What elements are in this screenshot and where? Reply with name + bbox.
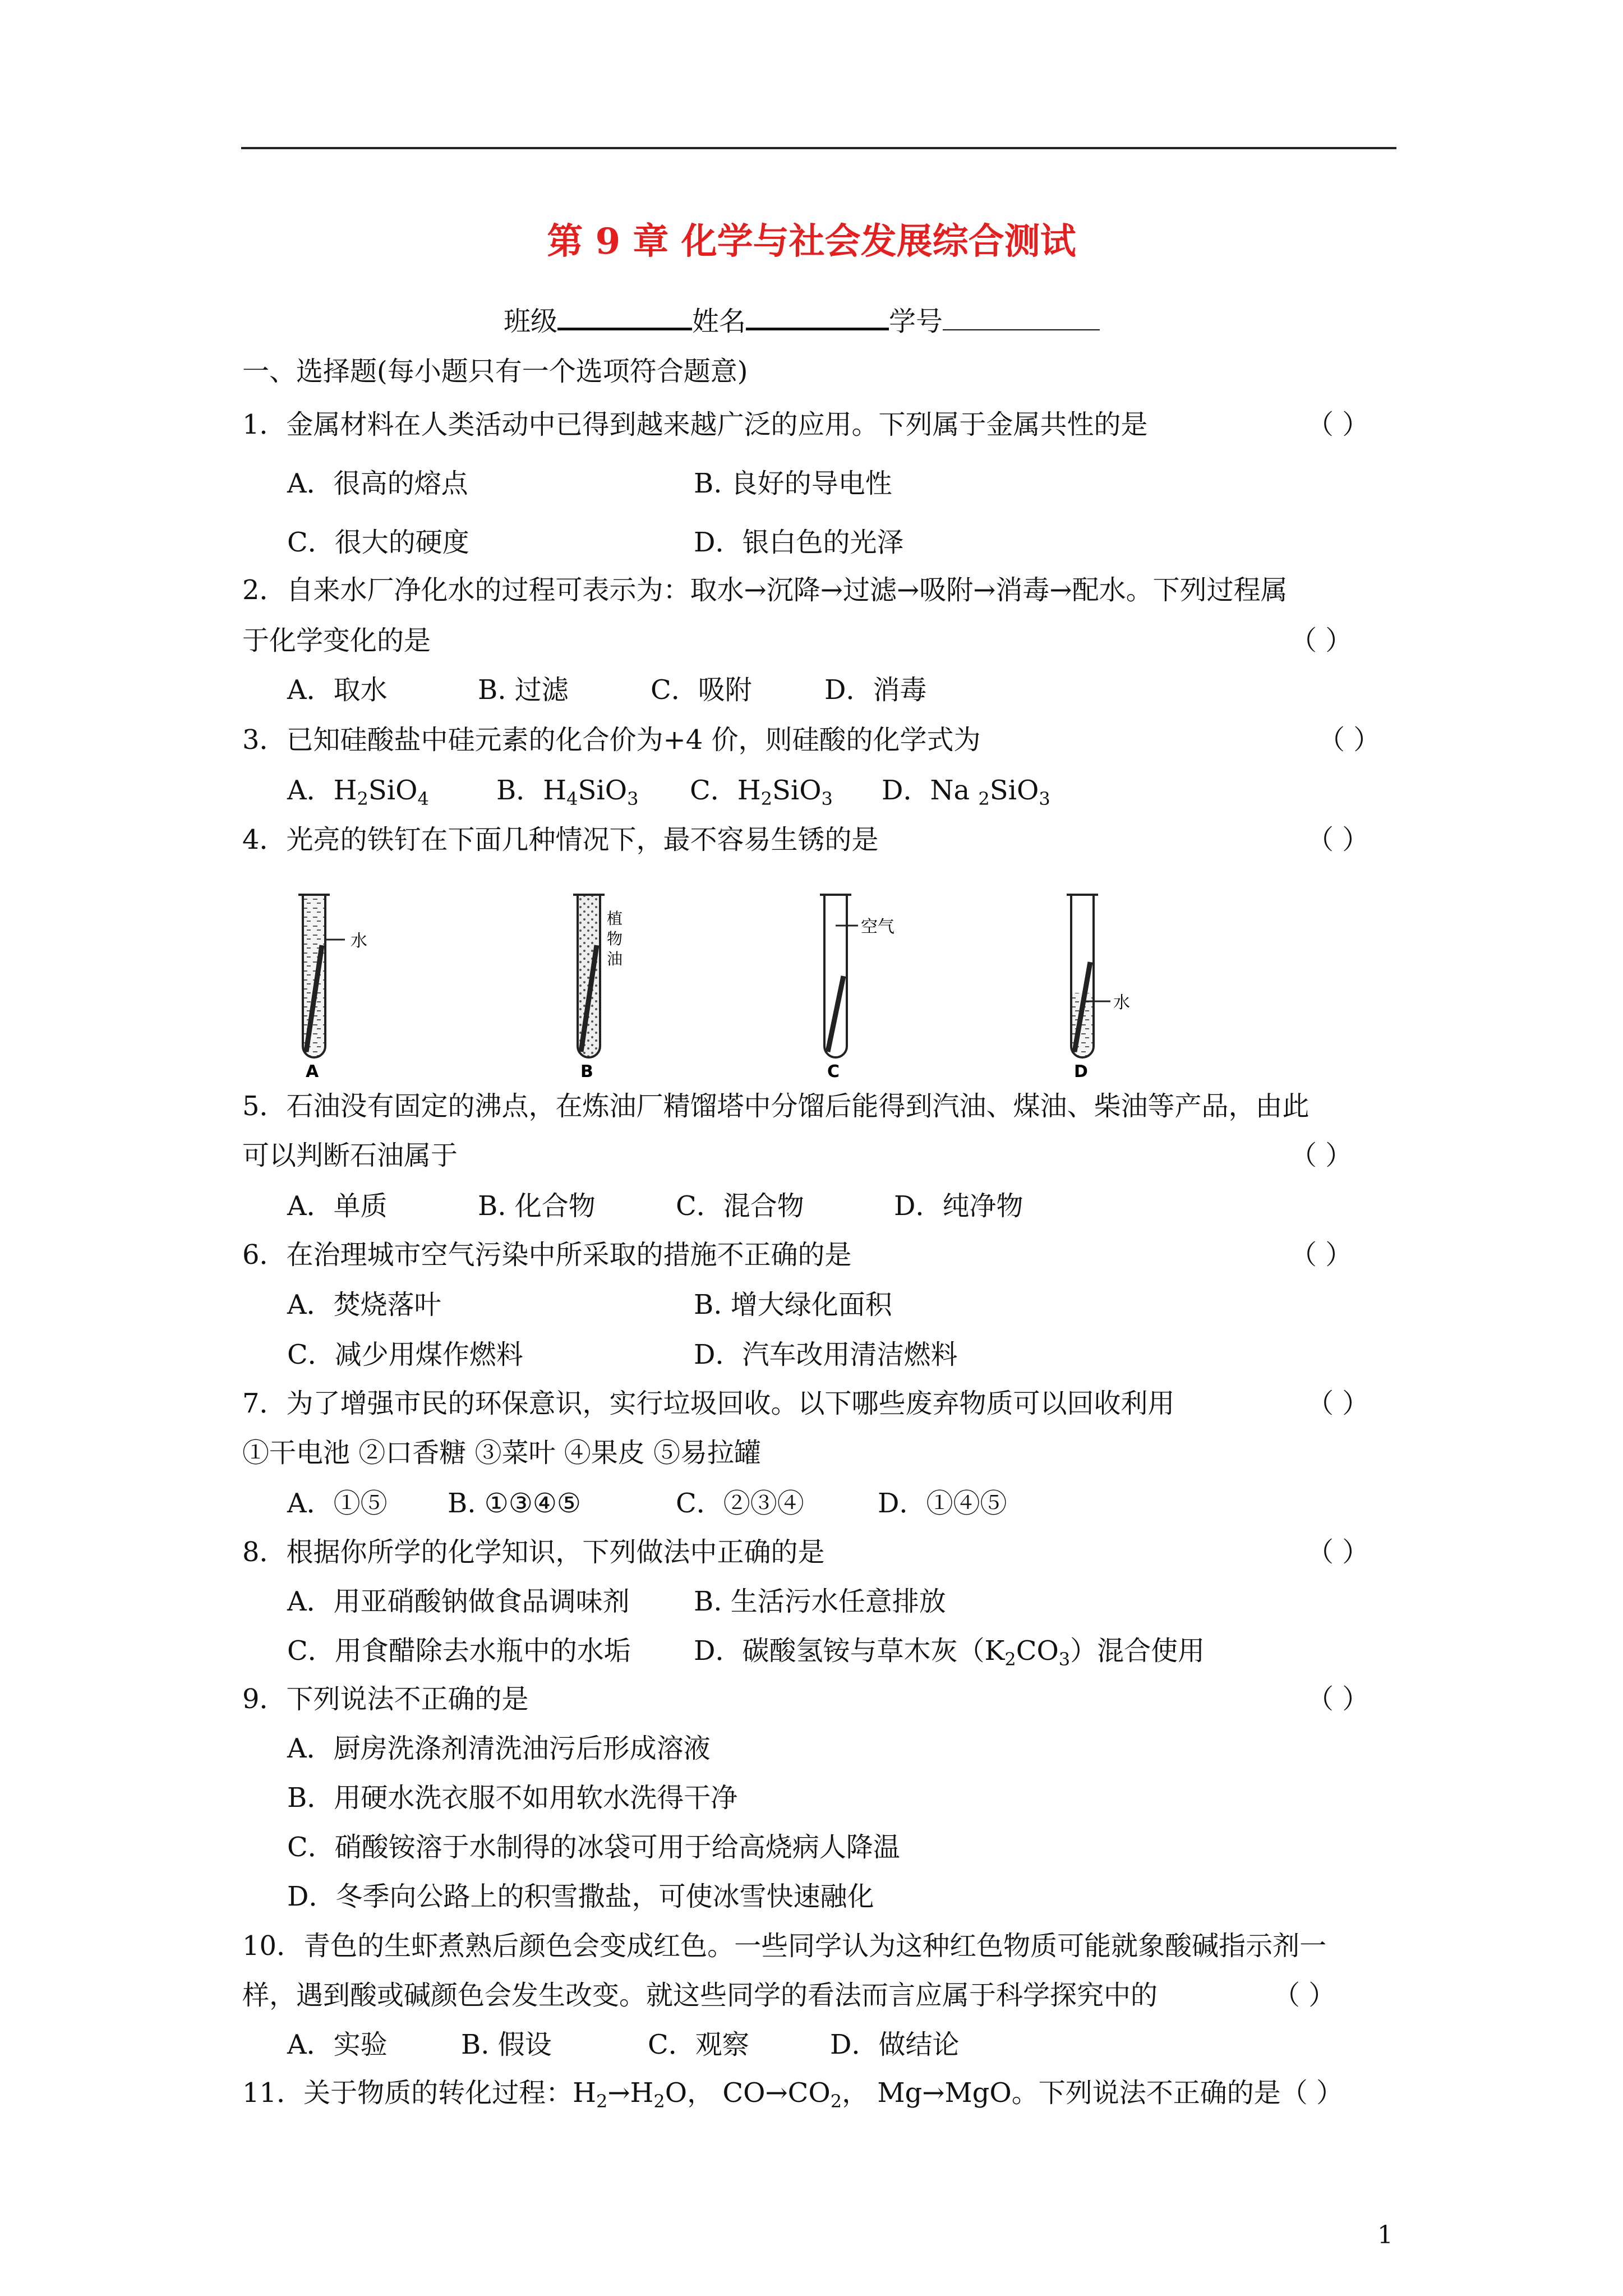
oil-label: 油 — [607, 950, 623, 968]
option-a: A．取水 — [287, 674, 388, 706]
student-info-line: 班级 姓名 学号 — [504, 303, 1100, 339]
option-a: A．单质 — [287, 1190, 388, 1222]
tube-d-label: D — [1074, 1062, 1088, 1080]
question-5-stem: 5．石油没有固定的沸点，在炼油厂精馏塔中分馏后能得到汽油、煤油、柴油等产品，由此 — [242, 1091, 1310, 1122]
student-id-blank[interactable] — [943, 305, 1100, 330]
option-c: C．②③④ — [676, 1488, 804, 1519]
option-b: B. ①③④⑤ — [448, 1488, 581, 1519]
option-c: C．减少用煤作燃料 — [287, 1339, 523, 1370]
answer-paren: （ ） — [1307, 1536, 1370, 1568]
option-a: A．厨房洗涤剂清洗油污后形成溶液 — [287, 1733, 711, 1764]
air-label: 空气 — [861, 917, 895, 937]
option-b: B. 过滤 — [478, 674, 569, 706]
page-title: 第 9 章 化学与社会发展综合测试 — [547, 220, 1076, 263]
class-blank[interactable] — [557, 303, 692, 330]
question-10-stem: 10．青色的生虾煮熟后颜色会变成红色。一些同学认为这种红色物质可能就象酸碱指示剂一 — [242, 1930, 1327, 1962]
option-c: C．观察 — [648, 2029, 749, 2060]
tube-a-label: A — [306, 1062, 319, 1080]
option-b: B. 化合物 — [478, 1190, 596, 1222]
water-label: 水 — [351, 931, 367, 951]
option-a: A．①⑤ — [287, 1488, 388, 1519]
oil-label: 植 — [607, 909, 623, 928]
question-3-stem: 3．已知硅酸盐中硅元素的化合价为+4 价，则硅酸的化学式为 — [242, 724, 981, 756]
answer-paren: （ ） — [1307, 1388, 1370, 1419]
answer-paren: （ ） — [1307, 824, 1370, 855]
question-8-stem: 8．根据你所学的化学知识，下列做法中正确的是 — [242, 1536, 825, 1568]
option-d: D．做结论 — [830, 2029, 960, 2060]
tube-c — [820, 895, 895, 1080]
water-label: 水 — [1113, 993, 1130, 1013]
question-9-stem: 9．下列说法不正确的是 — [242, 1683, 529, 1715]
option-b: B. 生活污水任意排放 — [694, 1586, 946, 1617]
question-6-stem: 6．在治理城市空气污染中所采取的措施不正确的是 — [242, 1239, 852, 1271]
name-blank[interactable] — [746, 303, 889, 330]
option-c: C．$H_2SiO_3$ — [690, 775, 833, 809]
answer-paren: （ ） — [1307, 1683, 1370, 1715]
option-b: B. 良好的导电性 — [694, 468, 892, 499]
option-b: B. 假设 — [461, 2029, 552, 2060]
option-a: A．很高的熔点 — [287, 468, 468, 499]
option-d: D．消毒 — [824, 674, 927, 706]
option-d: D．Na $_2$SiO$_3$ — [882, 775, 1050, 809]
option-b: B．$H_4SiO_3$ — [496, 775, 639, 809]
answer-paren: （ ） — [1290, 625, 1353, 656]
question-4-stem: 4．光亮的铁钉在下面几种情况下，最不容易生锈的是 — [242, 824, 879, 855]
section-heading: 一、选择题(每小题只有一个选项符合题意) — [242, 356, 748, 387]
answer-paren: （ ） — [1273, 1980, 1336, 2011]
oil-label: 物 — [607, 930, 623, 948]
tube-b-label: B — [580, 1062, 593, 1080]
option-d: D．银白色的光泽 — [694, 527, 904, 558]
tube-d — [1067, 895, 1130, 1080]
answer-paren: （ ） — [1290, 1239, 1353, 1271]
question-11-stem: 11．关于物质的转化过程：$H_2\to H_2O$， $CO\to CO_2$， Mg→MgO。下列说法不正确的是（ ） — [242, 2077, 1343, 2112]
question-7-items: ①干电池 ②口香糖 ③菜叶 ④果皮 ⑤易拉罐 — [242, 1437, 762, 1469]
option-b: B．用硬水洗衣服不如用软水洗得干净 — [287, 1782, 738, 1814]
question-10-stem-cont: 样，遇到酸或碱颜色会发生改变。就这些同学的看法而言应属于科学探究中的 — [242, 1980, 1158, 2011]
option-c: C．用食醋除去水瓶中的水垢 — [287, 1635, 631, 1667]
question-1-stem: 1．金属材料在人类活动中已得到越来越广泛的应用。下列属于金属共性的是 — [242, 409, 1148, 440]
option-c: C．混合物 — [676, 1190, 804, 1222]
tube-a — [298, 895, 367, 1080]
option-d: D．汽车改用清洁燃料 — [694, 1339, 958, 1370]
option-a: A．用亚硝酸钠做食品调味剂 — [287, 1586, 630, 1617]
answer-paren: （ ） — [1290, 1140, 1353, 1171]
test-tube-figure — [292, 878, 1178, 1080]
question-2-stem-cont: 于化学变化的是 — [242, 625, 431, 656]
answer-paren: （ ） — [1318, 724, 1381, 756]
option-c: C．很大的硬度 — [287, 527, 469, 558]
option-d: D．碳酸氢铵与草木灰$(K_2CO_3)$混合使用 — [694, 1635, 1205, 1670]
option-a: A．实验 — [287, 2029, 388, 2060]
option-d: D．①④⑤ — [878, 1488, 1007, 1519]
option-c: C．硝酸铵溶于水制得的冰袋可用于给高烧病人降温 — [287, 1832, 900, 1863]
option-a: A．$H_2SiO_4$ — [287, 775, 429, 809]
tube-b — [573, 895, 623, 1080]
question-2-stem: 2．自来水厂净化水的过程可表示为：取水→沉降→过滤→吸附→消毒→配水。下列过程属 — [242, 574, 1288, 606]
question-7-stem: 7．为了增强市民的环保意识，实行垃圾回收。以下哪些废弃物质可以回收利用 — [242, 1388, 1175, 1419]
tube-c-label: C — [827, 1062, 840, 1080]
question-5-stem-cont: 可以判断石油属于 — [242, 1140, 458, 1171]
option-d: D．冬季向公路上的积雪撒盐，可使冰雪快速融化 — [287, 1881, 874, 1912]
answer-paren: （ ） — [1307, 409, 1370, 440]
page-number: 1 — [1377, 2221, 1393, 2249]
header-rule — [241, 147, 1396, 149]
option-b: B. 增大绿化面积 — [694, 1289, 892, 1320]
option-c: C．吸附 — [651, 674, 752, 706]
option-d: D．纯净物 — [894, 1190, 1023, 1222]
option-a: A．焚烧落叶 — [287, 1289, 441, 1320]
